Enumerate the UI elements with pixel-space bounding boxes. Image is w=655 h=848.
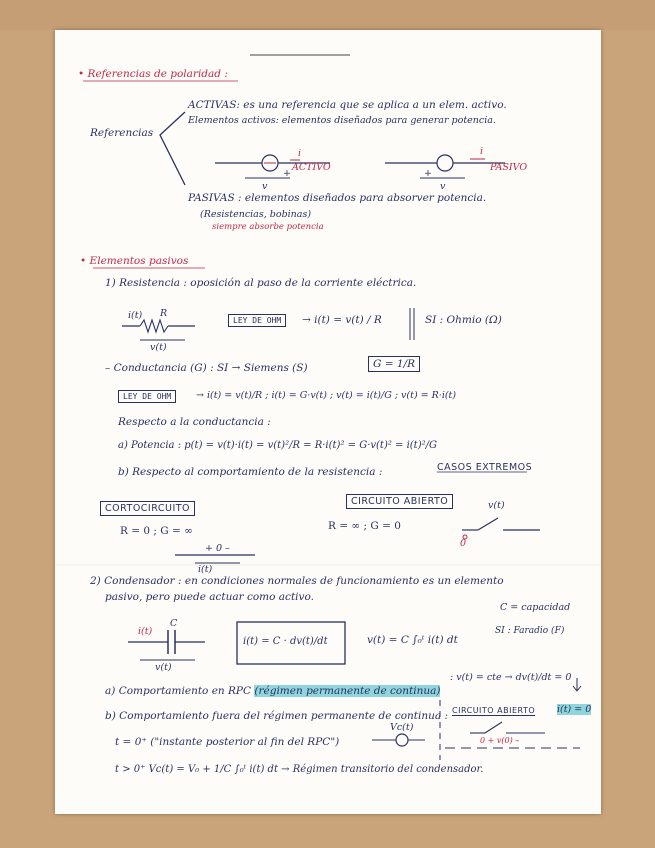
activo-tag: ACTIVO — [292, 162, 331, 173]
capacitor-formula-v: v(t) = C ∫₀ᵗ i(t) dt — [367, 634, 458, 646]
rpc-formula: : v(t) = cte → dv(t)/dt = 0 — [450, 672, 572, 683]
pasivas-definition: PASIVAS : elementos diseñados para absorver potencia. — [188, 192, 487, 204]
capacitor-current-label: i(t) — [138, 626, 153, 637]
t-greater-line: t > 0⁺ Vc(t) = V₀ + 1/C ∫₀ᵗ i(t) dt → Régimen transitorio del condensador. — [115, 764, 484, 775]
activo-plus: + — [283, 168, 291, 179]
conductancia-line: – Conductancia (G) : SI → Siemens (S) — [105, 362, 308, 374]
resistor-current-label: i(t) — [128, 310, 143, 321]
activas-definition: ACTIVAS: es una referencia que se aplica a un elem. activo. — [188, 99, 507, 111]
resistor-voltage-label: v(t) — [150, 342, 167, 353]
pasivas-examples: (Resistencias, bobinas) — [200, 209, 312, 220]
cortocircuito-values: R = 0 ; G = ∞ — [120, 525, 193, 537]
g-formula-box: G = 1/R — [368, 356, 420, 372]
pasivas-note: siempre absorbe potencia — [212, 222, 324, 232]
resistor-r-label: R — [160, 308, 168, 319]
referencias-label: Referencias — [90, 127, 154, 139]
activo-i-label: i — [298, 148, 302, 159]
activos-definition: Elementos activos: elementos diseñados para generar potencia. — [188, 115, 496, 126]
t-zero-line: t = 0⁺ ("instante posterior al fin del RPC") — [115, 736, 340, 748]
short-circuit-current: i(t) — [198, 564, 213, 575]
v0-label: 0 + v(0) – — [480, 736, 520, 745]
respecto-conductancia: Respecto a la conductancia : — [118, 416, 271, 428]
pasivo-v-label: v — [440, 181, 446, 192]
pasivo-i-label: i — [480, 146, 484, 157]
si-ohmio: SI : Ohmio (Ω) — [425, 314, 502, 326]
rpc-line: a) Comportamiento en RPC (régimen permanente de continua) — [105, 685, 441, 697]
open-circuit-voltage: v(t) — [488, 500, 505, 511]
capacitor-c-label: C — [170, 618, 178, 629]
capacitor-formula-i: i(t) = C · dv(t)/dt — [243, 636, 328, 647]
condensador-definition-2: pasivo, pero puede actuar como activo. — [105, 591, 314, 603]
comportamiento-resistencia: b) Respecto al comportamiento de la resistencia : — [118, 466, 383, 478]
ley-ohm-box-2: LEY DE OHM — [118, 390, 176, 403]
section-polaridad-title: • Referencias de polaridad : — [78, 68, 228, 80]
resistencia-definition: 1) Resistencia : oposición al paso de la corriente eléctrica. — [105, 277, 417, 289]
cortocircuito-box: CORTOCIRCUITO — [100, 501, 195, 516]
circuito-abierto-box: CIRCUITO ABIERTO — [346, 494, 453, 509]
potencia-formula: a) Potencia : p(t) = v(t)·i(t) = v(t)²/R = R·i(t)² = G·v(t)² = i(t)²/G — [118, 440, 437, 451]
pasivo-tag: PASIVO — [490, 162, 528, 173]
vc-label: Vc(t) — [390, 722, 414, 733]
open-circuit-zero: 0 — [460, 538, 467, 549]
current-zero-label: i(t) = 0 — [557, 704, 592, 715]
capacitor-voltage-label: v(t) — [155, 662, 172, 673]
ohm-formula-2: → i(t) = v(t)/R ; i(t) = G·v(t) ; v(t) = i(t)/G ; v(t) = R·i(t) — [196, 390, 457, 401]
ley-ohm-box-1: LEY DE OHM — [228, 314, 286, 327]
short-circuit-signs: + 0 – — [205, 543, 230, 554]
fuera-rpc-line: b) Comportamiento fuera del régimen permanente de continua : — [105, 710, 449, 722]
capacidad-label: C = capacidad — [500, 602, 571, 613]
circuito-abierto-values: R = ∞ ; G = 0 — [328, 520, 401, 532]
si-faradio: SI : Faradio (F) — [495, 626, 565, 636]
pasivo-plus: + — [424, 168, 432, 179]
condensador-definition-1: 2) Condensador : en condiciones normales de funcionamiento es un elemento — [90, 575, 504, 587]
section-pasivos-title: • Elementos pasivos — [80, 255, 189, 267]
circuito-abierto-small: CIRCUITO ABIERTO — [452, 706, 536, 715]
activo-v-label: v — [262, 181, 268, 192]
casos-extremos-label: CASOS EXTREMOS — [437, 462, 533, 473]
ohm-formula-1: → i(t) = v(t) / R — [302, 314, 382, 326]
